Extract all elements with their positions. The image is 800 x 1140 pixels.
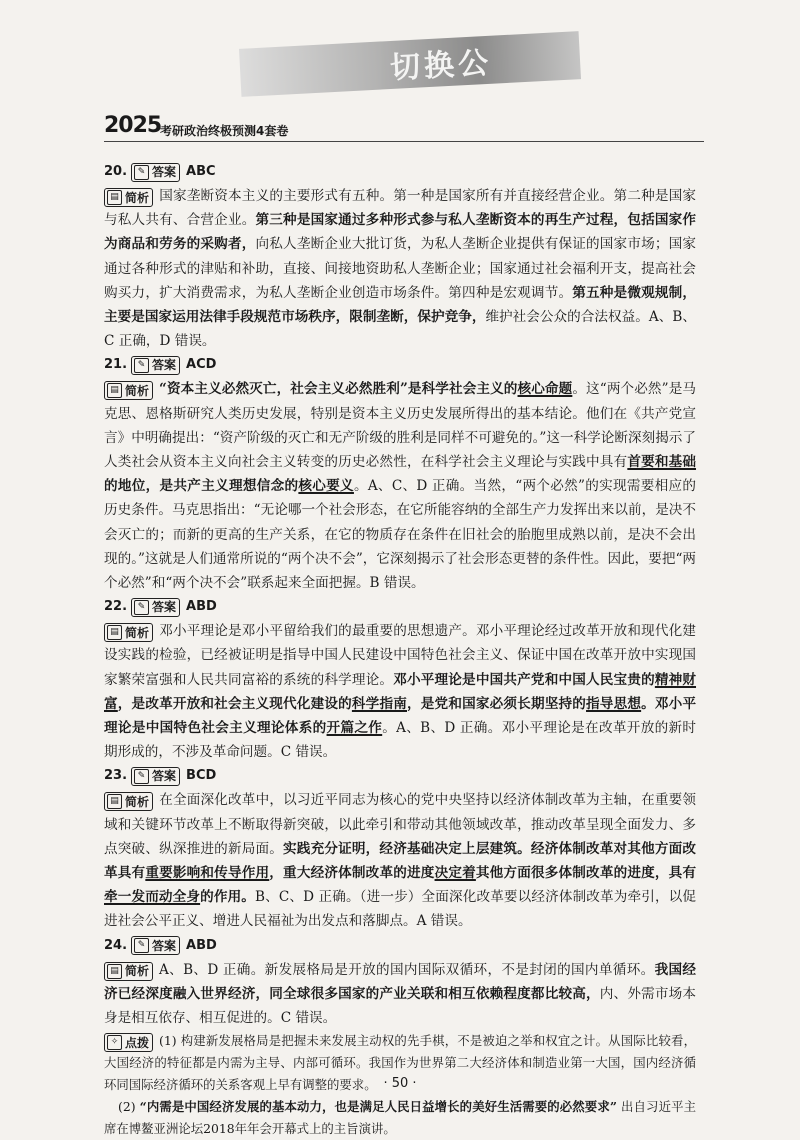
question-22 [104, 595, 696, 764]
answer-content [104, 160, 696, 1140]
header-year: 2025 [104, 113, 162, 138]
answer-value: ABC [186, 163, 216, 179]
answer-value: ABD [186, 599, 217, 615]
answer-tag: ✎ 答案 [131, 767, 180, 786]
analysis-mark-icon: ▤ [107, 383, 122, 398]
watermark-banner [239, 31, 581, 97]
analysis-mark-icon: ▤ [107, 190, 122, 205]
tip-tag: ✧ 点拨 [104, 1033, 153, 1052]
answer-mark-icon: ✎ [134, 600, 149, 615]
analysis-paragraph: ▤ 简析 A、B、D 正确。新发展格局是开放的国内国际双循环，不是封闭的国内单循环。我国经济已经深度融入世界经济，同全球很多国家的产业关联和相互依赖程度都比较高，内、外需市场本身是相互依存、相互促进的。C 错误。 [104, 961, 697, 1027]
answer-tag: ✎ 答案 [131, 356, 180, 375]
question-23 [104, 764, 696, 933]
answer-value: ABD [186, 937, 217, 953]
page-number: · 50 · [383, 1076, 417, 1091]
tip-paragraph: ✧ 点拨 (1) 构建新发展格局是把握未来发展主动权的先手棋，不是被迫之举和权宜之计。从国际比较看，大国经济的特征都是内需为主导、内部可循环。我国作为世界第二大经济体和制造业第一大国，国内经济循环同国际经济循环的关系客观上早有调整的要求。 [104, 1033, 696, 1093]
answer-tag: ✎ 答案 [131, 163, 180, 182]
question-number: 22. [104, 599, 128, 615]
analysis-tag: ▤ 简析 [104, 792, 153, 811]
page-header [104, 113, 704, 142]
answer-value: BCD [186, 768, 217, 784]
analysis-mark-icon: ▤ [107, 625, 122, 640]
answer-mark-icon: ✎ [134, 358, 149, 373]
analysis-paragraph: ▤ 简析 国家垄断资本主义的主要形式有五种。第一种是国家所有并直接经营企业。第二种是国家与私人共有、合营企业。第三种是国家通过多种形式参与私人垄断资本的再生产过程，包括国家作为商品和劳务的采购者，向私人垄断企业大批订货，为私人垄断企业提供有保证的国家市场；国家通过各种形式的津贴和补助，直接、间接地资助私人垄断企业；国家通过社会福利开支，提高社会购买力，扩大消费需求，为私人垄断企业创造市场条件。第四种是宏观调节。第五种是微观规制，主要是国家运用法律手段规范市场秩序，限制垄断，保护竞争，维护社会公众的合法权益。A、B、C 正确，D 错误。 [104, 188, 697, 350]
header-title: 考研政治终极预测4套卷 [160, 124, 289, 138]
analysis-tag: ▤ 简析 [104, 623, 153, 642]
analysis-tag: ▤ 简析 [104, 381, 153, 400]
analysis-tag: ▤ 简析 [104, 188, 153, 207]
analysis-paragraph: ▤ 简析 “资本主义必然灭亡，社会主义必然胜利”是科学社会主义的核心命题。这“两个必然”是马克思、恩格斯研究人类历史发展，特别是资本主义历史发展所得出的基本结论。他们在《共产党宣言》中明确提出：“资产阶级的灭亡和无产阶级的胜利是同样不可避免的。”这一科学论断深刻揭示了人类社会从资本主义向社会主义转变的历史必然性，在科学社会主义理论与实践中具有首要和基础的地位，是共产主义理想信念的核心要义。A、C、D 正确。当然，“两个必然”的实现需要相应的历史条件。马克思指出：“无论哪一个社会形态，在它所能容纳的全部生产力发挥出来以前，是决不会灭亡的；而新的更高的生产关系，在它的物质存在条件在旧社会的胎胞里成熟以前，是决不会出现的。”这就是人们通常所说的“两个决不会”，它深刻揭示了社会形态更替的条件性。因此，要把“两个必然”和“两个决不会”联系起来全面把握。B 错误。 [104, 381, 697, 592]
question-24 [104, 934, 696, 1140]
question-21 [104, 353, 696, 595]
analysis-mark-icon: ▤ [107, 964, 122, 979]
answer-mark-icon: ✎ [134, 165, 149, 180]
analysis-mark-icon: ▤ [107, 794, 122, 809]
lightbulb-icon: ✧ [107, 1035, 122, 1050]
question-20 [104, 160, 696, 353]
watermark-text: 切换公 [389, 45, 493, 87]
answer-mark-icon: ✎ [134, 769, 149, 784]
tip-paragraph-2: (2) “内需是中国经济发展的基本动力，也是满足人民日益增长的美好生活需要的必然要求” 出自习近平主席在博鳌亚洲论坛2018年年会开幕式上的主旨演讲。 [104, 1099, 696, 1137]
answer-mark-icon: ✎ [134, 938, 149, 953]
question-number: 23. [104, 768, 128, 784]
analysis-paragraph: ▤ 简析 邓小平理论是邓小平留给我们的最重要的思想遗产。邓小平理论经过改革开放和现代化建设实践的检验，已经被证明是指导中国人民建设中国特色社会主义、保证中国在改革开放中实现国家繁荣富强和人民共同富裕的系统的科学理论。邓小平理论是中国共产党和中国人民宝贵的精神财富，是改革开放和社会主义现代化建设的科学指南，是党和国家必须长期坚持的指导思想。邓小平理论是中国特色社会主义理论体系的开篇之作。A、B、D 正确。邓小平理论是在改革开放的新时期形成的，不涉及革命问题。C 错误。 [104, 623, 697, 761]
question-number: 24. [104, 937, 128, 953]
answer-tag: ✎ 答案 [131, 598, 180, 617]
question-number: 21. [104, 357, 128, 373]
answer-tag: ✎ 答案 [131, 936, 180, 955]
analysis-tag: ▤ 简析 [104, 962, 153, 981]
analysis-paragraph: ▤ 简析 在全面深化改革中，以习近平同志为核心的党中央坚持以经济体制改革为主轴，在重要领域和关键环节改革上不断取得新突破，以此牵引和带动其他领域改革，推动改革呈现全面发力、多点突破、纵深推进的新局面。实践充分证明，经济基础决定上层建筑。经济体制改革对其他方面改革具有重要影响和传导作用，重大经济体制改革的进度决定着其他方面很多体制改革的进度，具有牵一发而动全身的作用。B、C、D 正确。（进一步）全面深化改革要以经济体制改革为牵引，以促进社会公平正义、增进人民福祉为出发点和落脚点。A 错误。 [104, 792, 697, 930]
answer-value: ACD [186, 357, 217, 373]
question-number: 20. [104, 163, 128, 179]
